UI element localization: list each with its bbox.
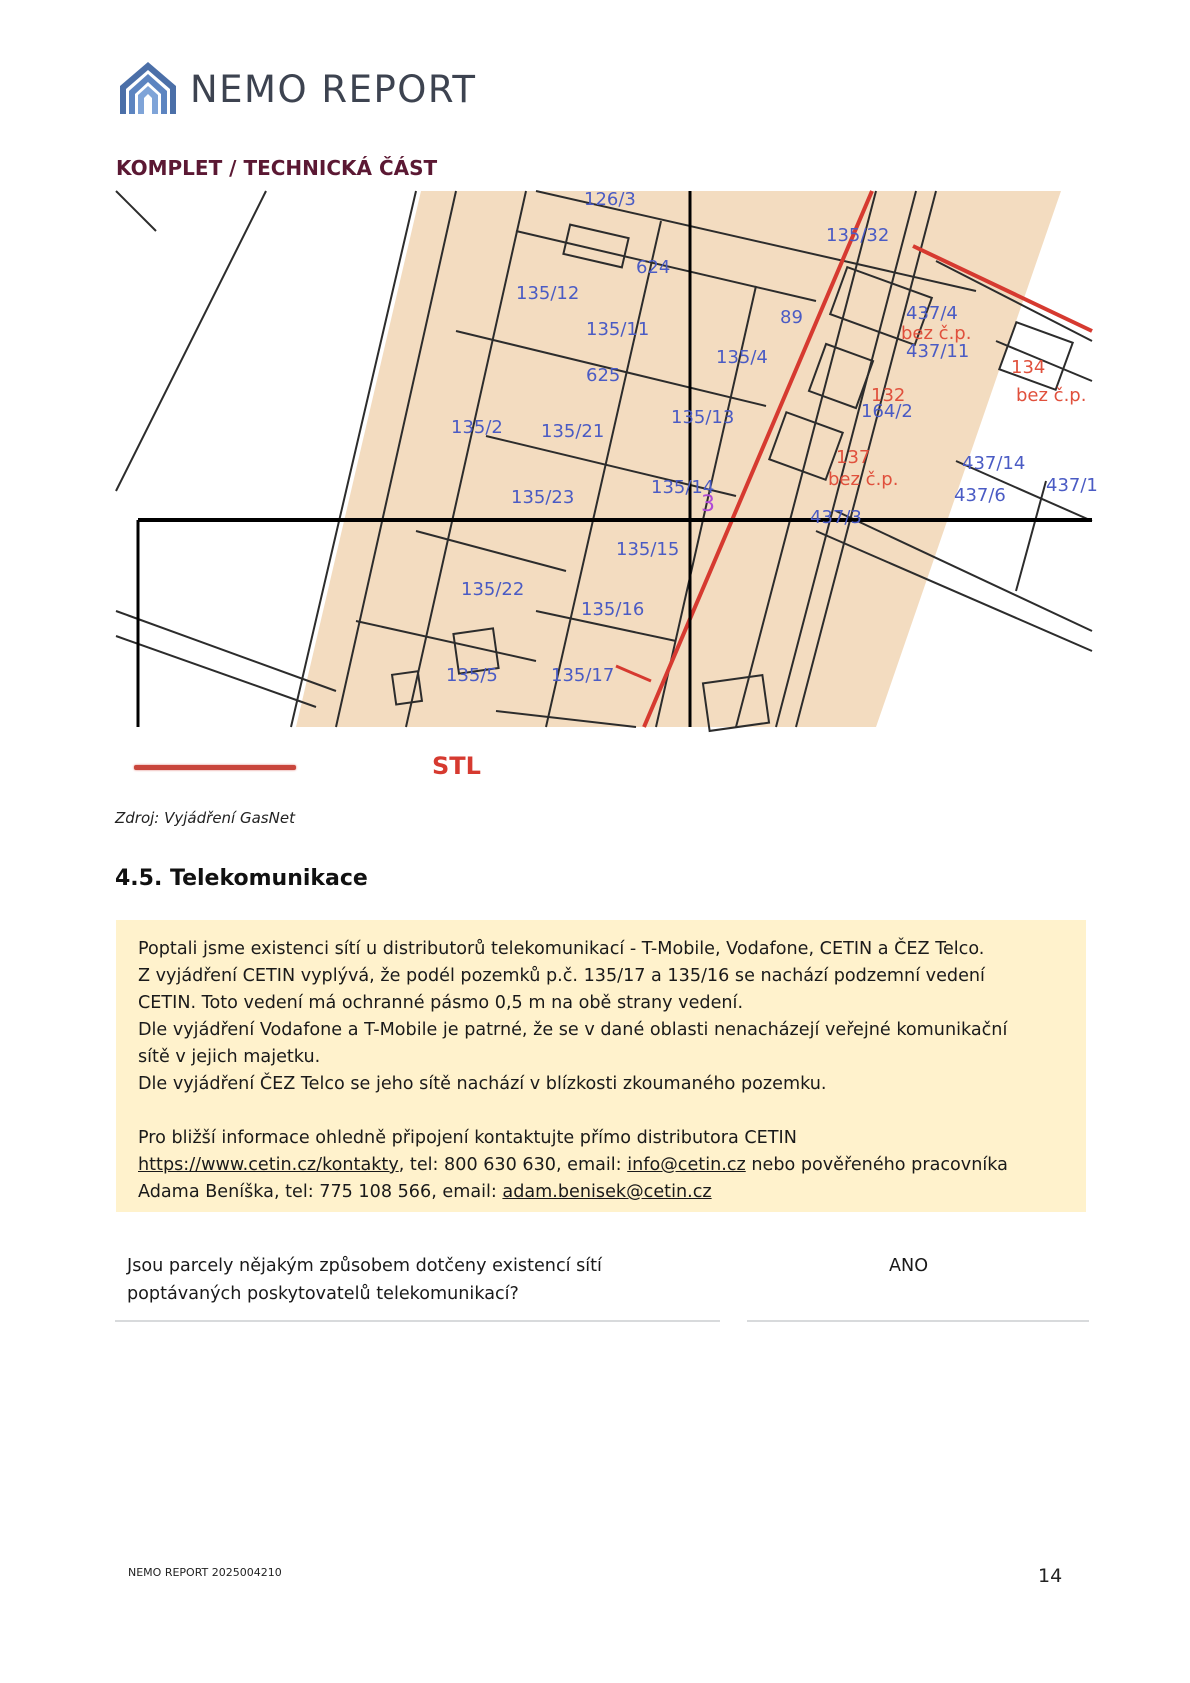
question-line-1: Jsou parcely nějakým způsobem dotčeny existencí sítí xyxy=(127,1256,602,1276)
question-line-2: poptávaných poskytovatelů telekomunikací? xyxy=(127,1284,519,1304)
building-logo-icon xyxy=(118,60,178,116)
map-label: 135/13 xyxy=(671,407,735,428)
map-legend xyxy=(116,745,516,785)
map-label: 132 xyxy=(871,385,906,406)
person-email-link[interactable]: adam.benisek@cetin.cz xyxy=(502,1182,712,1202)
map-label: bez č.p. xyxy=(901,323,972,344)
map-label: 135/14 xyxy=(651,477,715,498)
contact-intro: Pro bližší informace ohledně připojení kontaktujte přímo distributora CETIN xyxy=(138,1128,797,1148)
cetin-url-link[interactable]: https://www.cetin.cz/kontakty xyxy=(138,1155,399,1175)
info-line: Dle vyjádření ČEZ Telco se jeho sítě nachází v blízkosti zkoumaného pozemku. xyxy=(138,1074,827,1094)
page-number: 14 xyxy=(1038,1565,1063,1587)
map-label: 625 xyxy=(586,365,621,386)
map-label: 624 xyxy=(636,257,671,278)
map-label: 135/32 xyxy=(826,225,890,246)
nemo-logo xyxy=(118,60,477,116)
map-label: 135/15 xyxy=(616,539,680,560)
map-label: 137 xyxy=(836,447,871,468)
info-line: Z vyjádření CETIN vyplývá, že podél pozemků p.č. 135/17 a 135/16 se nachází podzemní vedení xyxy=(138,966,985,986)
map-label: 135/16 xyxy=(581,599,645,620)
map-label: 135/12 xyxy=(516,283,580,304)
section-header: KOMPLET / TECHNICKÁ ČÁST xyxy=(116,156,438,180)
gas-line-swatch xyxy=(134,765,296,770)
map-label: 135/17 xyxy=(551,665,615,686)
contact-person: Adama Beníška, tel: 775 108 566, email: xyxy=(138,1182,503,1202)
answer-value: ANO xyxy=(889,1256,929,1276)
map-label: 89 xyxy=(780,307,803,328)
contact-line xyxy=(138,1152,1064,1179)
contact-person-line xyxy=(138,1179,1064,1206)
map-label: 135/5 xyxy=(446,665,498,686)
footer-report-id: NEMO REPORT 2025004210 xyxy=(128,1566,282,1579)
section-title: 4.5. Telekomunikace xyxy=(115,866,368,891)
map-label: 437/11 xyxy=(906,341,970,362)
map-label: 3 xyxy=(701,492,715,517)
map-label: 135/22 xyxy=(461,579,525,600)
info-line: Poptali jsme existenci sítí u distributorů telekomunikací - T-Mobile, Vodafone, CETIN a ČEZ Telco. xyxy=(138,939,985,959)
map-label: bez č.p. xyxy=(1016,385,1087,406)
map-label: bez č.p. xyxy=(828,469,899,490)
map-label: 437/6 xyxy=(954,485,1006,506)
legend-label: STL xyxy=(432,752,481,780)
logo-text: NEMO REPORT xyxy=(190,68,477,111)
map-label: 134 xyxy=(1011,357,1046,378)
contact-tel: , tel: 800 630 630, email: xyxy=(398,1155,628,1175)
info-line: CETIN. Toto vedení má ochranné pásmo 0,5 m na obě strany vedení. xyxy=(138,993,744,1013)
map-label: 135/21 xyxy=(541,421,605,442)
map-label: 135/11 xyxy=(586,319,650,340)
telecom-info-box xyxy=(116,920,1086,1212)
info-line: sítě v jejich majetku. xyxy=(138,1047,321,1067)
map-label: 437/3 xyxy=(810,507,862,528)
contact-suffix: nebo pověřeného pracovníka xyxy=(745,1155,1008,1175)
map-label: 135/4 xyxy=(716,347,768,368)
map-label: 135/2 xyxy=(451,417,503,438)
map-label: 126/3 xyxy=(584,189,636,210)
map-label: 164/2 xyxy=(861,401,913,422)
cetin-email-link[interactable]: info@cetin.cz xyxy=(627,1155,746,1175)
question-cell xyxy=(115,1252,720,1322)
map-label: 437/4 xyxy=(906,303,958,324)
map-label: 437/1 xyxy=(1046,475,1098,496)
answer-cell xyxy=(747,1252,1089,1322)
map-label: 135/23 xyxy=(511,487,575,508)
info-line: Dle vyjádření Vodafone a T-Mobile je patrné, že se v dané oblasti nenacházejí veřejné komunikační xyxy=(138,1020,1008,1040)
map-label: 437/14 xyxy=(962,453,1026,474)
cadastral-map xyxy=(116,189,1098,727)
map-source: Zdroj: Vyjádření GasNet xyxy=(115,809,295,827)
